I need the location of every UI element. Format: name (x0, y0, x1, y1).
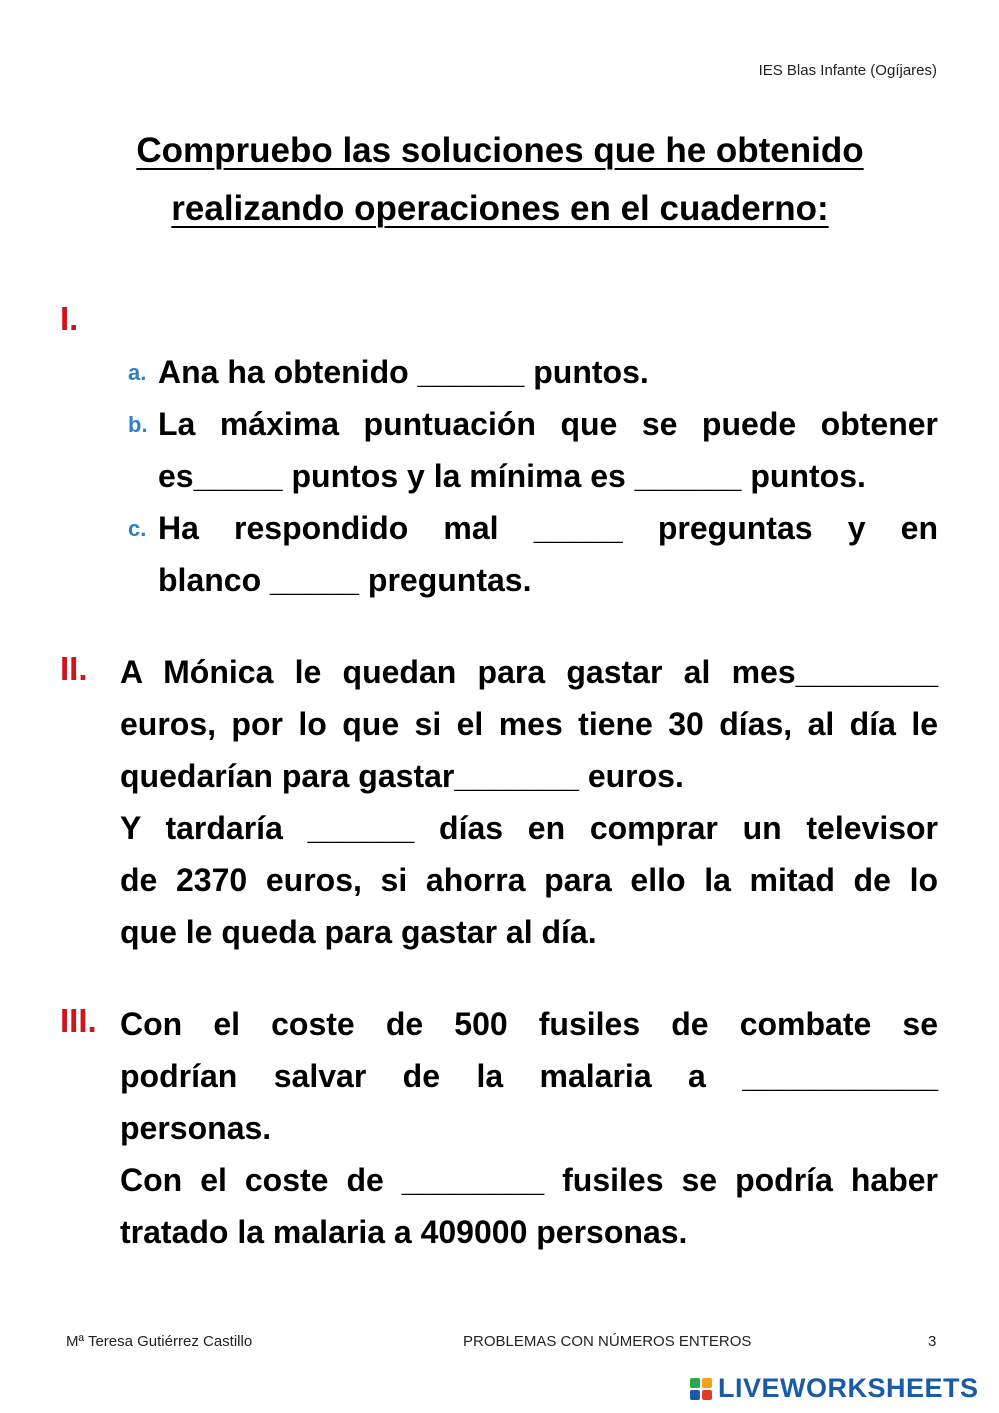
footer-page-number: 3 (928, 1333, 937, 1350)
section-3-line-2: podrían salvar de la malaria a ___________ (120, 1058, 938, 1094)
item-b-letter: b. (128, 412, 148, 437)
item-a-text: Ana ha obtenido ______ puntos. (158, 354, 649, 390)
section-2-line-3: quedarían para gastar_______ euros. (120, 758, 684, 794)
section-2-line-5: de 2370 euros, si ahorra para ello la mitad de lo (120, 862, 938, 898)
section-2-numeral: II. (60, 650, 88, 687)
section-2-line-4: Y tardaría ______ días en comprar un televisor (120, 810, 938, 846)
item-b-line-2: es_____ puntos y la mínima es ______ puntos. (158, 458, 866, 494)
item-c-line-1: Ha respondido mal _____ preguntas y en (158, 510, 938, 546)
section-2-line-6: que le queda para gastar al día. (120, 914, 597, 950)
liveworksheets-logo-icon (690, 1378, 712, 1400)
liveworksheets-logo[interactable] (690, 1373, 979, 1404)
item-b-line-1: La máxima puntuación que se puede obtener (158, 406, 938, 442)
page-title (60, 122, 940, 238)
section-3-line-1: Con el coste de 500 fusiles de combate se (120, 1006, 938, 1042)
logo-text: LIVEWORKSHEETS (718, 1373, 979, 1403)
footer-subject: PROBLEMAS CON NÚMEROS ENTEROS (463, 1333, 752, 1350)
item-c-letter: c. (128, 516, 147, 541)
section-2-line-1: A Mónica le quedan para gastar al mes________ (120, 654, 938, 690)
section-1-numeral: I. (60, 300, 79, 337)
item-c-line-2: blanco _____ preguntas. (158, 562, 532, 598)
section-2-line-2: euros, por lo que si el mes tiene 30 días, al día le (120, 706, 938, 742)
title-line-2: realizando operaciones en el cuaderno: (171, 189, 829, 228)
section-3-line-3: personas. (120, 1110, 272, 1146)
item-a-letter: a. (128, 360, 147, 385)
title-line-1: Compruebo las soluciones que he obtenido (136, 131, 864, 170)
footer-author: Mª Teresa Gutiérrez Castillo (66, 1333, 253, 1350)
header-school: IES Blas Infante (Ogíjares) (758, 62, 937, 79)
section-3-line-5: tratado la malaria a 409000 personas. (120, 1214, 688, 1250)
section-3-numeral: III. (60, 1002, 97, 1039)
section-3-line-4: Con el coste de ________ fusiles se podría haber (120, 1162, 938, 1198)
